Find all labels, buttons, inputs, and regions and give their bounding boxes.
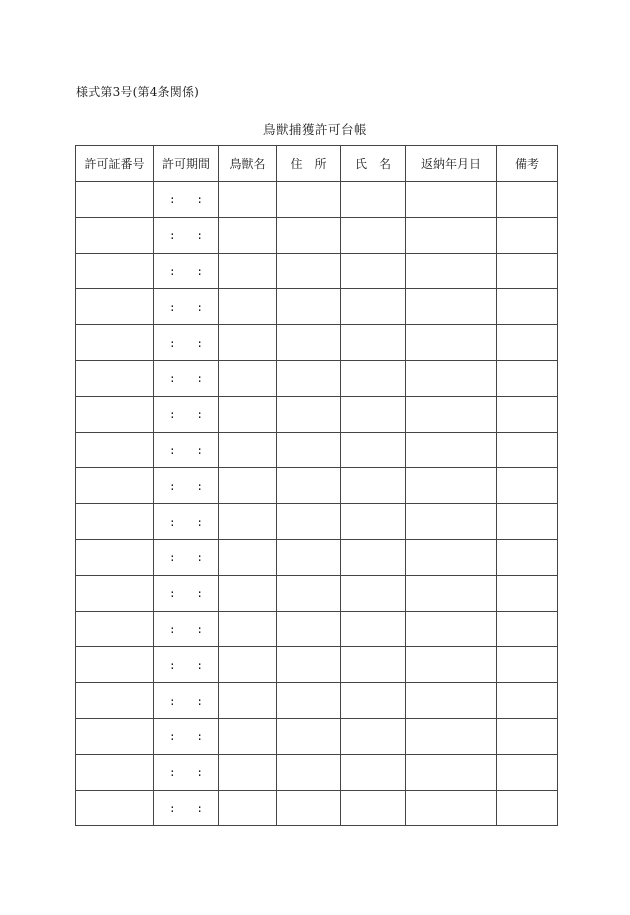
cell-remarks [497,217,558,253]
cell-remarks [497,182,558,218]
period-separators [169,193,203,206]
table-row [76,432,558,468]
period-separator: : [169,658,176,672]
period-separator: : [196,622,203,636]
cell-permit-period [154,432,219,468]
cell-address [277,468,341,504]
cell-remarks [497,468,558,504]
cell-remarks [497,683,558,719]
table-row [76,325,558,361]
cell-address [277,754,341,790]
table-row [76,575,558,611]
cell-permit-period [154,718,219,754]
cell-name [341,754,406,790]
cell-permit-period [154,611,219,647]
cell-permit-number [76,754,154,790]
period-separators [169,730,203,743]
header-return-date: 返納年月日 [406,146,497,182]
cell-return-date [406,325,497,361]
cell-permit-period [154,182,219,218]
cell-name [341,718,406,754]
period-separator: : [196,372,203,386]
cell-species [219,325,277,361]
cell-permit-period [154,360,219,396]
cell-permit-number [76,468,154,504]
cell-address [277,396,341,432]
cell-permit-period [154,289,219,325]
cell-name [341,504,406,540]
period-separator: : [196,587,203,601]
cell-name [341,217,406,253]
period-separator: : [196,658,203,672]
period-separators [169,337,203,350]
period-separator: : [169,300,176,314]
cell-remarks [497,575,558,611]
period-separator: : [169,193,176,207]
table-body [76,182,558,826]
table-row [76,217,558,253]
period-separator: : [196,694,203,708]
table-row [76,647,558,683]
period-separators [169,301,203,314]
cell-return-date [406,718,497,754]
cell-species [219,754,277,790]
cell-species [219,182,277,218]
cell-species [219,790,277,826]
period-separator: : [169,408,176,422]
cell-species [219,647,277,683]
period-separator: : [169,551,176,565]
cell-return-date [406,217,497,253]
cell-name [341,432,406,468]
cell-return-date [406,611,497,647]
table-row [76,396,558,432]
cell-remarks [497,790,558,826]
cell-name [341,575,406,611]
cell-return-date [406,468,497,504]
period-separators [169,551,203,564]
cell-name [341,683,406,719]
header-species: 鳥獣名 [219,146,277,182]
cell-permit-number [76,683,154,719]
period-separators [169,766,203,779]
period-separator: : [196,264,203,278]
cell-return-date [406,754,497,790]
cell-remarks [497,504,558,540]
cell-remarks [497,647,558,683]
cell-species [219,611,277,647]
table-row [76,504,558,540]
period-separator: : [196,193,203,207]
cell-permit-period [154,253,219,289]
cell-remarks [497,325,558,361]
table-row [76,790,558,826]
cell-return-date [406,396,497,432]
period-separator: : [169,587,176,601]
cell-return-date [406,790,497,826]
cell-permit-period [154,539,219,575]
period-separator: : [169,766,176,780]
cell-name [341,396,406,432]
period-separators [169,480,203,493]
period-separator: : [169,515,176,529]
cell-permit-period [154,790,219,826]
cell-name [341,468,406,504]
cell-permit-period [154,504,219,540]
cell-name [341,360,406,396]
period-separator: : [196,443,203,457]
cell-permit-number [76,575,154,611]
period-separator: : [169,801,176,815]
period-separators [169,408,203,421]
cell-address [277,217,341,253]
cell-return-date [406,289,497,325]
cell-permit-number [76,182,154,218]
cell-name [341,611,406,647]
cell-permit-number [76,396,154,432]
cell-name [341,325,406,361]
table-row [76,360,558,396]
cell-permit-number [76,611,154,647]
cell-return-date [406,432,497,468]
table-header-row [76,146,558,182]
cell-permit-number [76,539,154,575]
period-separator: : [169,336,176,350]
cell-remarks [497,539,558,575]
cell-name [341,539,406,575]
cell-remarks [497,253,558,289]
cell-return-date [406,182,497,218]
cell-address [277,360,341,396]
period-separators [169,444,203,457]
cell-permit-number [76,360,154,396]
period-separator: : [196,801,203,815]
cell-address [277,790,341,826]
cell-species [219,539,277,575]
cell-address [277,182,341,218]
cell-return-date [406,575,497,611]
period-separator: : [196,551,203,565]
cell-permit-number [76,253,154,289]
period-separator: : [169,479,176,493]
cell-return-date [406,504,497,540]
cell-permit-number [76,504,154,540]
cell-species [219,217,277,253]
period-separators [169,695,203,708]
cell-species [219,396,277,432]
cell-address [277,647,341,683]
period-separator: : [169,372,176,386]
cell-address [277,611,341,647]
period-separator: : [196,730,203,744]
table-row [76,468,558,504]
cell-name [341,289,406,325]
cell-permit-period [154,575,219,611]
cell-address [277,683,341,719]
period-separators [169,229,203,242]
cell-species [219,432,277,468]
cell-species [219,683,277,719]
cell-species [219,253,277,289]
cell-address [277,504,341,540]
cell-name [341,253,406,289]
cell-permit-number [76,790,154,826]
header-address: 住 所 [277,146,341,182]
form-number: 様式第3号(第4条関係) [76,85,200,99]
header-permit-number: 許可証番号 [76,146,154,182]
cell-permit-period [154,468,219,504]
cell-species [219,718,277,754]
period-separators [169,516,203,529]
cell-remarks [497,432,558,468]
cell-remarks [497,754,558,790]
period-separator: : [169,443,176,457]
cell-name [341,647,406,683]
cell-name [341,790,406,826]
period-separators [169,265,203,278]
period-separator: : [196,300,203,314]
cell-permit-number [76,647,154,683]
cell-permit-number [76,325,154,361]
cell-address [277,253,341,289]
cell-species [219,504,277,540]
table-row [76,718,558,754]
period-separator: : [196,515,203,529]
cell-remarks [497,718,558,754]
period-separator: : [169,694,176,708]
table-row [76,683,558,719]
cell-permit-number [76,718,154,754]
header-name: 氏 名 [341,146,406,182]
cell-address [277,432,341,468]
cell-species [219,360,277,396]
table-row [76,611,558,647]
cell-remarks [497,396,558,432]
period-separator: : [169,229,176,243]
cell-address [277,539,341,575]
cell-return-date [406,360,497,396]
cell-permit-period [154,754,219,790]
cell-address [277,325,341,361]
cell-return-date [406,253,497,289]
cell-permit-period [154,396,219,432]
period-separator: : [196,766,203,780]
cell-name [341,182,406,218]
period-separator: : [169,264,176,278]
table-row [76,289,558,325]
period-separator: : [196,408,203,422]
cell-species [219,575,277,611]
document-title [0,120,630,138]
period-separators [169,372,203,385]
cell-address [277,575,341,611]
cell-address [277,718,341,754]
period-separator: : [169,730,176,744]
cell-return-date [406,683,497,719]
period-separators [169,587,203,600]
table-row [76,539,558,575]
header-permit-period: 許可期間 [154,146,219,182]
header-remarks: 備考 [497,146,558,182]
cell-permit-number [76,217,154,253]
cell-remarks [497,360,558,396]
permit-ledger-table [75,145,558,826]
cell-remarks [497,289,558,325]
table-row [76,754,558,790]
period-separator: : [196,229,203,243]
cell-address [277,289,341,325]
period-separators [169,659,203,672]
period-separator: : [196,336,203,350]
period-separator: : [196,479,203,493]
cell-permit-number [76,432,154,468]
cell-species [219,289,277,325]
cell-permit-period [154,683,219,719]
cell-species [219,468,277,504]
cell-permit-period [154,325,219,361]
cell-permit-period [154,647,219,683]
period-separators [169,623,203,636]
period-separator: : [169,622,176,636]
cell-remarks [497,611,558,647]
table-row [76,253,558,289]
cell-return-date [406,647,497,683]
document-title-text: 鳥獣捕獲許可台帳 [262,122,367,137]
cell-return-date [406,539,497,575]
cell-permit-number [76,289,154,325]
table-row [76,182,558,218]
cell-permit-period [154,217,219,253]
period-separators [169,802,203,815]
